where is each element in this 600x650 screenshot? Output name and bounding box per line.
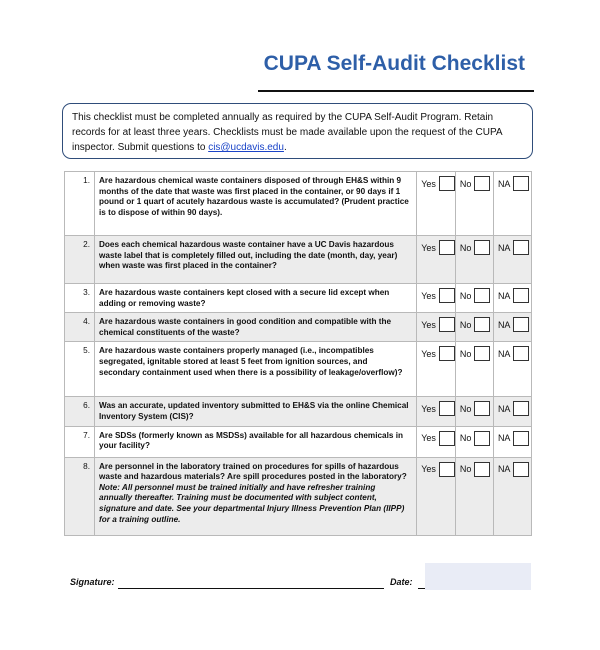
checkbox-na[interactable] xyxy=(513,401,529,416)
item-question xyxy=(95,426,417,457)
checkbox-na[interactable] xyxy=(513,176,529,191)
option-label-na: NA xyxy=(497,403,511,414)
checkbox-na[interactable] xyxy=(513,346,529,361)
checklist-row xyxy=(65,457,532,535)
date-label: Date: xyxy=(390,577,413,587)
option-na xyxy=(498,176,531,191)
item-number: 7. xyxy=(65,426,95,457)
checklist-row xyxy=(65,426,532,457)
option-cell-yes xyxy=(417,426,456,457)
checkbox-no[interactable] xyxy=(474,176,490,191)
option-label-yes: Yes xyxy=(421,242,436,253)
instructions-text: This checklist must be completed annually as required by the CUPA Self-Audit Program. Retain records for at least three years. Checklists must be made available upon the request of the CUPA inspector. Submit questions to xyxy=(72,112,503,153)
page-title: CUPA Self-Audit Checklist xyxy=(263,52,525,75)
item-number: 6. xyxy=(65,397,95,426)
option-na xyxy=(498,288,531,303)
date-input-field[interactable] xyxy=(425,563,531,590)
option-cell-na xyxy=(493,342,531,397)
option-cell-na xyxy=(493,397,531,426)
option-label-na: NA xyxy=(497,433,511,444)
checklist-table xyxy=(64,171,532,536)
checklist-row xyxy=(65,236,532,284)
option-label-na: NA xyxy=(497,348,511,359)
item-question xyxy=(95,397,417,426)
option-label-no: No xyxy=(459,403,472,414)
signature-line[interactable] xyxy=(118,588,384,589)
option-label-no: No xyxy=(459,433,472,444)
checkbox-yes[interactable] xyxy=(439,346,455,361)
option-cell-no xyxy=(455,457,493,535)
checkbox-no[interactable] xyxy=(474,401,490,416)
contact-email-link[interactable]: cis@ucdavis.edu xyxy=(208,142,284,153)
option-cell-yes xyxy=(417,342,456,397)
item-number: 8. xyxy=(65,457,95,535)
option-label-yes: Yes xyxy=(421,403,436,414)
option-yes xyxy=(421,288,455,303)
instructions-end: . xyxy=(283,142,287,153)
option-label-yes: Yes xyxy=(421,290,436,301)
item-question xyxy=(95,172,417,236)
option-yes xyxy=(421,346,455,361)
item-question xyxy=(95,313,417,342)
option-cell-no xyxy=(455,172,493,236)
option-cell-na xyxy=(493,313,531,342)
item-question xyxy=(95,284,417,313)
checkbox-yes[interactable] xyxy=(439,240,455,255)
option-cell-na xyxy=(493,284,531,313)
checklist-row xyxy=(65,172,532,236)
title-underline xyxy=(258,90,534,92)
item-note: Note: All personnel must be trained initially and have refresher training annually thereafter. Training must be documented with subject content, signature and date. See your departmental Injury Illness Prevention Plan (IIPP) for a training outline. xyxy=(99,482,405,524)
option-cell-yes xyxy=(417,236,456,284)
option-no xyxy=(460,401,493,416)
checklist-row xyxy=(65,342,532,397)
option-cell-yes xyxy=(417,397,456,426)
option-cell-na xyxy=(493,236,531,284)
checkbox-no[interactable] xyxy=(474,462,490,477)
option-yes xyxy=(421,462,455,477)
item-question-text: Are personnel in the laboratory trained on procedures for spills of hazardous waste and hazardous materials? Are spill procedures posted in the laboratory? xyxy=(99,461,407,482)
option-no xyxy=(460,346,493,361)
checkbox-yes[interactable] xyxy=(439,431,455,446)
checkbox-na[interactable] xyxy=(513,431,529,446)
option-cell-yes xyxy=(417,284,456,313)
option-na xyxy=(498,431,531,446)
item-question-text: Are hazardous waste containers in good condition and compatible with the chemical constituents of the waste? xyxy=(99,317,392,337)
item-question xyxy=(95,457,417,535)
option-cell-yes xyxy=(417,313,456,342)
option-label-yes: Yes xyxy=(421,433,436,444)
option-yes xyxy=(421,401,455,416)
option-label-no: No xyxy=(459,242,472,253)
option-label-na: NA xyxy=(497,242,511,253)
checkbox-yes[interactable] xyxy=(439,288,455,303)
item-number: 3. xyxy=(65,284,95,313)
checkbox-no[interactable] xyxy=(474,431,490,446)
option-label-no: No xyxy=(459,178,472,189)
option-no xyxy=(460,431,493,446)
checkbox-na[interactable] xyxy=(513,317,529,332)
option-label-yes: Yes xyxy=(421,178,436,189)
checkbox-no[interactable] xyxy=(474,317,490,332)
option-no xyxy=(460,176,493,191)
item-question xyxy=(95,342,417,397)
option-yes xyxy=(421,317,455,332)
option-no xyxy=(460,317,493,332)
option-cell-na xyxy=(493,426,531,457)
item-question-text: Are hazardous chemical waste containers disposed of through EH&S within 9 months of the date that waste was first placed in the container, or 90 days if 1 pound or 1 quart of acutely hazardous waste is accumulated? (Prudent practice is to dispose of within 90 days). xyxy=(99,176,409,217)
option-yes xyxy=(421,240,455,255)
checkbox-yes[interactable] xyxy=(439,176,455,191)
option-cell-no xyxy=(455,397,493,426)
option-cell-na xyxy=(493,172,531,236)
option-cell-na xyxy=(493,457,531,535)
option-label-na: NA xyxy=(497,178,511,189)
option-label-no: No xyxy=(459,319,472,330)
checklist-row xyxy=(65,397,532,426)
option-no xyxy=(460,288,493,303)
checkbox-yes[interactable] xyxy=(439,401,455,416)
option-yes xyxy=(421,176,455,191)
signature-label: Signature: xyxy=(70,577,115,587)
item-question-text: Are hazardous waste containers properly managed (i.e., incompatibles segregated, ignitable stored at least 5 feet from ignition sources, and secondary containment used when there is a possibility of leakage/overflow)? xyxy=(99,346,403,377)
checkbox-no[interactable] xyxy=(474,240,490,255)
option-cell-no xyxy=(455,236,493,284)
checkbox-na[interactable] xyxy=(513,240,529,255)
option-na xyxy=(498,240,531,255)
option-label-na: NA xyxy=(497,464,511,475)
checklist-row xyxy=(65,313,532,342)
checkbox-no[interactable] xyxy=(474,346,490,361)
checkbox-yes[interactable] xyxy=(439,317,455,332)
option-label-no: No xyxy=(459,348,472,359)
option-label-yes: Yes xyxy=(421,348,436,359)
checkbox-no[interactable] xyxy=(474,288,490,303)
item-question-text: Was an accurate, updated inventory submitted to EH&S via the online Chemical Inventory System (CIS)? xyxy=(99,401,409,421)
item-number: 1. xyxy=(65,172,95,236)
checklist-row xyxy=(65,284,532,313)
option-label-yes: Yes xyxy=(421,464,436,475)
option-cell-yes xyxy=(417,457,456,535)
option-label-no: No xyxy=(459,464,472,475)
option-no xyxy=(460,240,493,255)
option-na xyxy=(498,401,531,416)
item-question-text: Are SDSs (formerly known as MSDSs) available for all hazardous chemicals in your facility? xyxy=(99,430,403,451)
checkbox-na[interactable] xyxy=(513,462,529,477)
item-number: 4. xyxy=(65,313,95,342)
checkbox-na[interactable] xyxy=(513,288,529,303)
item-question xyxy=(95,236,417,284)
option-label-yes: Yes xyxy=(421,319,436,330)
option-label-na: NA xyxy=(497,290,511,301)
option-na xyxy=(498,317,531,332)
option-no xyxy=(460,462,493,477)
option-label-no: No xyxy=(459,290,472,301)
option-label-na: NA xyxy=(497,319,511,330)
instructions-box xyxy=(62,103,533,159)
option-cell-no xyxy=(455,313,493,342)
option-yes xyxy=(421,431,455,446)
item-question-text: Does each chemical hazardous waste container have a UC Davis hazardous waste label that is completely filled out, including the date (month, day, year) when waste was first placed in the container? xyxy=(99,240,398,271)
option-na xyxy=(498,462,531,477)
item-question-text: Are hazardous waste containers kept closed with a secure lid except when adding or removing waste? xyxy=(99,288,390,308)
option-cell-no xyxy=(455,342,493,397)
option-cell-no xyxy=(455,426,493,457)
item-number: 5. xyxy=(65,342,95,397)
item-number: 2. xyxy=(65,236,95,284)
checkbox-yes[interactable] xyxy=(439,462,455,477)
option-cell-no xyxy=(455,284,493,313)
option-na xyxy=(498,346,531,361)
option-cell-yes xyxy=(417,172,456,236)
